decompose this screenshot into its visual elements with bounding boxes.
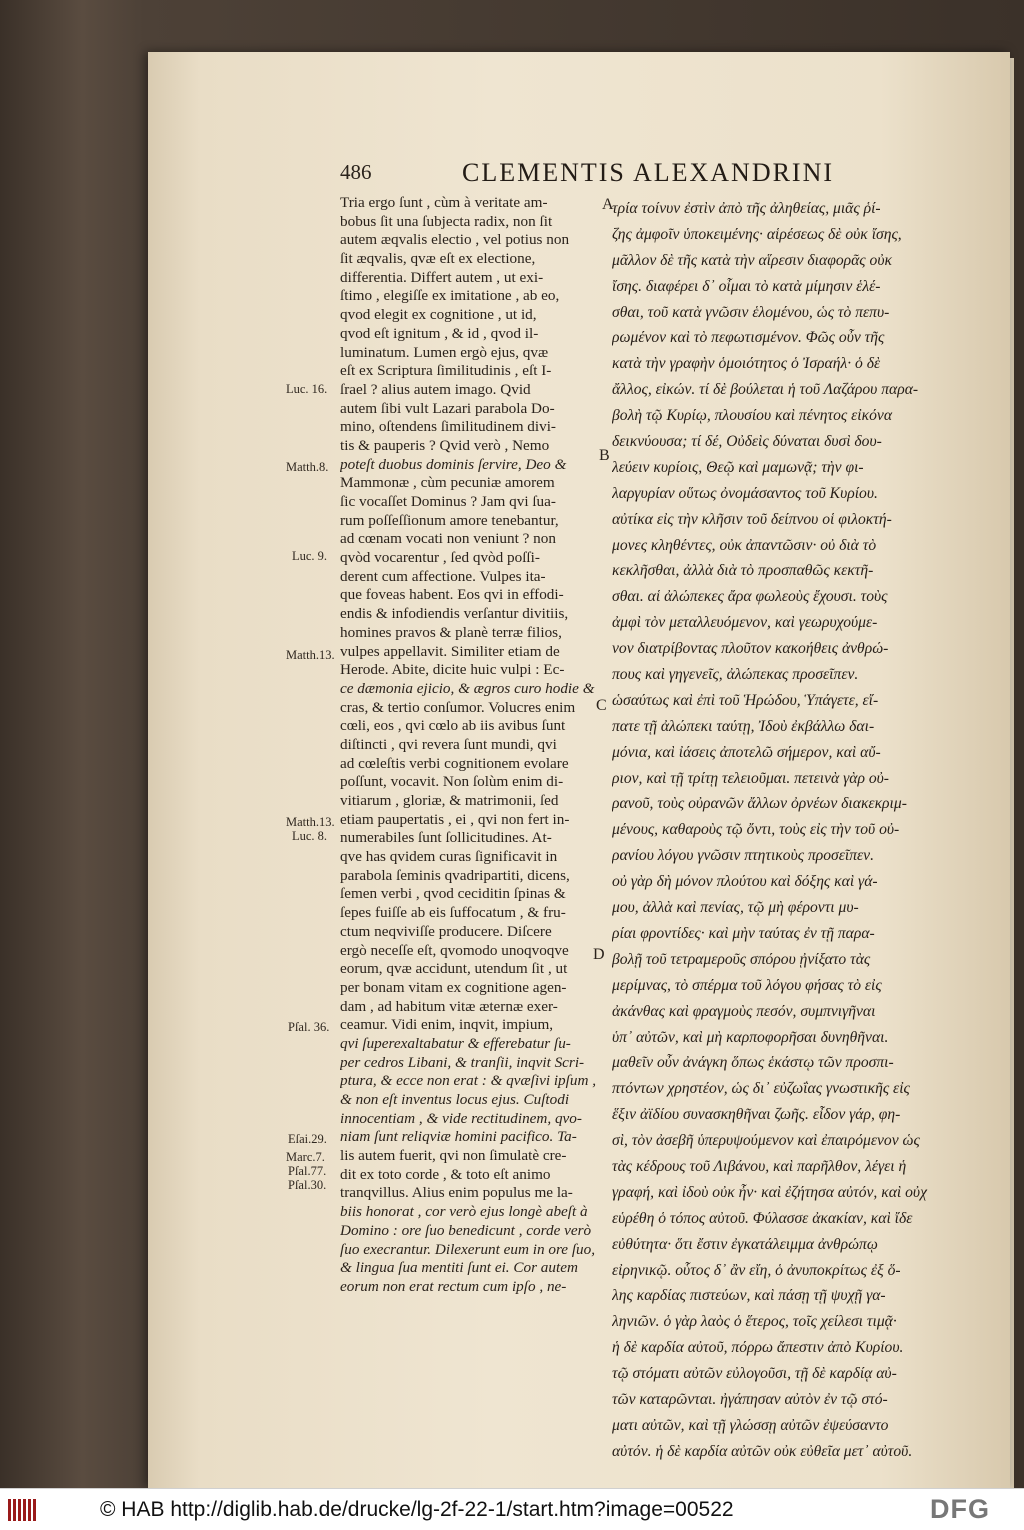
latin-line: endis & infodiendis verſantur divitiis, — [340, 605, 569, 623]
margin-note: Matth.8. — [286, 460, 329, 474]
latin-line: lis autem fuerit, qvi non ſimulatè cre- — [340, 1147, 567, 1165]
library-logo-icon — [8, 1499, 36, 1521]
greek-line: ρανοῦ, τοὺς οὐρανῶν ἄλλων ὀρνέων διακεκριμ- — [612, 795, 907, 813]
latin-line: ce dæmonia ejicio, & ægros curo hodie & — [340, 679, 595, 697]
latin-line: niam ſunt reliqviæ homini pacifico. Ta- — [340, 1128, 577, 1146]
greek-line: μονες κληθέντες, οὐκ ἀπαντῶσιν· οὐ διὰ τὸ — [612, 536, 877, 554]
latin-line: vitiarum , gloriæ, & matrimonii, ſed — [340, 792, 559, 809]
greek-line: ὑπ᾽ αὐτῶν, καὶ μὴ καρποφορῆσαι δυνηθῆναι. — [612, 1028, 889, 1046]
latin-line: ſepes fuiſſe ab eis ſuffocatum , & fru- — [340, 904, 566, 922]
latin-line: ad cœnam vocati non veniunt ? non — [340, 530, 556, 548]
latin-line: Mammonæ , cùm pecuniæ amorem — [340, 474, 555, 492]
latin-line: Tria ergo ſunt , cùm à veritate am- — [340, 194, 548, 211]
running-title: CLEMENTIS ALEXANDRINI — [462, 158, 835, 187]
greek-line: λαργυρίαν οὕτως ὀνομάσαντος τοῦ Κυρίου. — [612, 484, 878, 502]
latin-line: eorum non erat rectum cum ipſo , ne- — [340, 1277, 567, 1295]
latin-line: qvi ſuperexaltabatur & efferebatur ſu- — [340, 1034, 571, 1052]
section-letter: A — [602, 196, 614, 213]
latin-line: & non eſt inventus locus ejus. Cuſtodi — [340, 1091, 570, 1108]
latin-line: qvòd vocarentur , ſed qvòd poſſi- — [340, 549, 540, 567]
greek-line: ριον, καὶ τῇ τρίτῃ τελειοῦμαι. πετεινὰ γὰρ οὐ- — [612, 769, 889, 787]
latin-line: & lingua ſua mentiti ſunt ei. Cor autem — [340, 1259, 578, 1277]
latin-line: autem ſibi vult Lazari parabola Do- — [340, 399, 555, 417]
latin-line: rum poſſeſſionum amore tenebantur, — [340, 511, 559, 529]
greek-line: οὐ γὰρ δὴ μόνον πλούτου καὶ δόξης καὶ γά- — [612, 873, 878, 891]
latin-line: eſt ex Scriptura ſimilitudinis , eſt I- — [340, 362, 552, 380]
latin-line: mino, oſtendens ſimilitudinem divi- — [340, 418, 556, 436]
greek-line: μένους, καθαροὺς τῷ ὄντι, τοὺς εἰς τὴν τοῦ οὐ- — [612, 821, 900, 839]
latin-line: cras, & tertio conſumor. Volucres enim — [340, 698, 576, 716]
greek-line: ρανίου λόγου γνῶσιν πτητικοὺς προσεῖπεν. — [612, 847, 874, 865]
greek-line: κεκλῆσθαι, ἀλλὰ διὰ τὸ προσπαθῶς κεκτῆ- — [612, 562, 874, 580]
greek-line: νον διατρίβοντας πλοῦτον κακοήθεις ἀνθρώ- — [612, 640, 889, 658]
greek-line: γραφή, καὶ ἰδοὺ οὐκ ἦν· καὶ ἐζήτησα αὐτόν, καὶ οὐχ — [612, 1183, 927, 1201]
latin-line: per bonam vitam ex cognitione agen- — [340, 978, 567, 996]
latin-line: ceamur. Vidi enim, inqvit, impium, — [340, 1016, 554, 1034]
latin-line: etiam paupertatis , ei , qvi non fert in- — [340, 810, 570, 828]
greek-line: μόνια, καὶ ἰάσεις ἀποτελῶ σήμερον, καὶ αὔ- — [612, 743, 881, 761]
greek-line: αὐτίκα εἰς τὴν κλῆσιν τοῦ δείπνου οἱ φιλοκτή- — [612, 510, 892, 528]
margin-note: Pſal.30. — [288, 1178, 327, 1192]
latin-line: poteſt duobus dominis ſervire, Deo & — [340, 455, 567, 473]
latin-line: eorum, qvæ accidunt, utendum ſit , ut — [340, 960, 568, 978]
greek-line: πους καὶ γηγενεῖς, ἀλώπεκας προσεῖπεν. — [612, 666, 859, 684]
greek-line: εἰρηνικῷ. οὗτος δ᾽ ἂν εἴη, ὁ ἀνυποκρίτως ἐξ ὅ- — [612, 1261, 901, 1279]
viewer-footer — [0, 1488, 1024, 1530]
latin-line: homines pravos & planè terræ filios, — [340, 623, 562, 641]
latin-line: per cedros Libani, & tranſii, inqvit Scri- — [340, 1053, 585, 1071]
latin-line: qvod elegit ex cognitione , ut id, — [340, 306, 537, 324]
greek-line: σθαι. αἱ ἀλώπεκες ἄρα φωλεοὺς ἔχουσι. τοὺς — [612, 588, 888, 606]
greek-line: ἡ δὲ καρδία αὐτοῦ, πόρρω ἄπεστιν ἀπὸ Κυρίου. — [612, 1339, 904, 1357]
latin-line: ſemen verbi , qvod ceciditin ſpinas & — [340, 885, 566, 903]
greek-line: εὑρέθη ὁ τόπος αὐτοῦ. Φύλασσε ἀκακίαν, καὶ ἴδε — [612, 1209, 913, 1227]
greek-line: ἀκάνθας καὶ φραγμοὺς πεσόν, συμπνιγῆναι — [612, 1002, 876, 1020]
margin-note: Luc. 16. — [286, 382, 328, 396]
section-letter: C — [596, 697, 607, 714]
latin-line: ad cœleſtis verbi cognitionem evolare — [340, 754, 569, 772]
greek-line: τρία τοίνυν ἐστὶν ἀπὸ τῆς ἀληθείας, μιᾶς ῥί- — [612, 200, 881, 217]
greek-column — [612, 196, 942, 1465]
greek-line: αὐτόν. ἡ δὲ καρδία αὐτῶν οὐκ εὐθεῖα μετ᾽ αὐτοῦ. — [612, 1442, 913, 1460]
latin-line: luminatum. Lumen ergò ejus, qvæ — [340, 343, 549, 361]
greek-line: κατὰ τὴν γραφὴν ὁμοιότητος ὁ Ἰσραήλ· ὁ δὲ — [612, 355, 881, 373]
greek-line: ἀμφὶ τὸν μεταλλευόμενον, καὶ γεωρυχούμε- — [612, 614, 878, 632]
latin-line: cœli, eos , qvi cœlo ab iis avibus ſunt — [340, 717, 566, 735]
latin-line: ctum neqviviſſe producere. Diſcere — [340, 922, 552, 940]
margin-note: Pſal. 36. — [288, 1020, 330, 1034]
latin-line: ptura, & ecce non erat : & qvæſivi ipſum , — [340, 1072, 597, 1090]
section-letter: D — [593, 946, 605, 963]
latin-line: vulpes appellavit. Similiter etiam de — [340, 642, 560, 660]
margin-note: Luc. 9. — [292, 549, 328, 563]
latin-line: qvod eſt ignitum , & id , qvod il- — [340, 324, 539, 342]
latin-line: ſrael ? alius autem imago. Qvid — [340, 380, 531, 398]
greek-line: ρίαι φροντίδες· καὶ μὴν ταύτας ἐν τῇ παρα- — [612, 924, 875, 942]
greek-line: λης καρδίας πιστεύων, καὶ πάσῃ τῇ ψυχῇ γα- — [612, 1287, 886, 1305]
greek-line: μου, ἀλλὰ καὶ πενίας, τῷ μὴ φέροντι μυ- — [612, 899, 859, 917]
latin-line: ſit æqvalis, qvæ eſt ex electione, — [340, 250, 536, 268]
latin-line: tranqvillus. Alius enim populus me la- — [340, 1184, 573, 1202]
margin-note: Eſai.29. — [288, 1132, 327, 1146]
latin-line: autem æqvalis electio , vel potius non — [340, 231, 570, 249]
dfg-logo: DFG — [930, 1494, 990, 1524]
greek-line: πτόντων χρηστέον, ὡς δι᾽ εὐζωΐας γνωστικῆς εἰς — [612, 1080, 910, 1098]
margin-note: Marc.7. — [286, 1150, 325, 1164]
greek-line: ρωμένον καὶ τὸ πεφωτισμένον. Φῶς οὖν τῆς — [612, 329, 885, 347]
latin-line: poſſunt, vocavit. Non ſolùm enim di- — [340, 773, 564, 791]
page-number: 486 — [340, 160, 372, 184]
margin-note: Pſal.77. — [288, 1164, 327, 1178]
latin-line: dam , ad habitum vitæ æternæ exer- — [340, 997, 558, 1015]
latin-column — [340, 194, 602, 1297]
greek-line: ζης ἀμφοῖν ὑποκειμένης· αἱρέσεως δὲ οὐκ ἴσης, — [612, 225, 902, 243]
margin-note: Luc. 8. — [292, 829, 328, 843]
latin-line: bobus ſit una ſubjecta radix, non ſit — [340, 212, 553, 230]
latin-line: parabola ſeminis qvadripartiti, dicens, — [340, 866, 570, 884]
section-letter: B — [599, 447, 610, 464]
greek-line: πατε τῇ ἀλώπεκι ταύτῃ, Ἰδοὺ ἐκβάλλω δαι- — [612, 717, 875, 735]
copyright-url[interactable]: © HAB http://diglib.hab.de/drucke/lg-2f-22-1/start.htm?image=00522 — [100, 1498, 734, 1521]
margin-note: Matth.13. — [286, 648, 335, 662]
greek-line: δεικνύουσα; τί δέ, Οὐδεὶς δύναται δυσὶ δου- — [612, 433, 882, 451]
greek-line: τῷ στόματι αὐτῶν εὐλογοῦσι, τῇ δὲ καρδίᾳ αὐ- — [612, 1365, 897, 1383]
greek-line: σὶ, τὸν ἀσεβῆ ὑπερυψούμενον καὶ ἐπαιρόμενον ὡς — [612, 1132, 920, 1150]
greek-line: ἴσης. διαφέρει δ᾽ οἶμαι τὸ κατὰ μίμησιν ἑλέ- — [612, 277, 881, 295]
latin-line: tis & pauperis ? Qvid verò , Nemo — [340, 436, 550, 454]
greek-line: ματι αὐτῶν, καὶ τῇ γλώσσῃ αὐτῶν ἐψεύσαντο — [612, 1416, 889, 1434]
latin-line: innocentiam , & vide rectitudinem, qvo- — [340, 1109, 582, 1127]
latin-line: ſtimo , elegiſſe ex imitatione , ab eo, — [340, 287, 560, 305]
latin-line: Herode. Abite, dicite huic vulpi : Ec- — [340, 661, 565, 679]
greek-line: τὰς κέδρους τοῦ Λιβάνου, καὶ παρῆλθον, λέγει ἡ — [612, 1157, 907, 1175]
greek-line: βολῇ τοῦ τετραμεροῦς σπόρου ᾐνίξατο τὰς — [612, 950, 871, 968]
latin-line: differentia. Differt autem , ut exi- — [340, 268, 544, 286]
latin-line: qve has qvidem curas ſignificavit in — [340, 848, 558, 866]
greek-line: βολὴ τῷ Κυρίῳ, πλουσίου καὶ πένητος εἰκόνα — [612, 407, 893, 425]
greek-line: τῶν καταρῶνται. ἠγάπησαν αὐτὸν ἐν τῷ στό- — [612, 1390, 888, 1408]
greek-line: μᾶλλον δὲ τῆς κατὰ τὴν αἵρεσιν διαφορᾶς οὐκ — [612, 251, 892, 269]
greek-line: μαθεῖν οὖν ἀνάγκη ὅπως ἑκάστῳ τῶν προσπι- — [612, 1054, 894, 1072]
latin-line: Domino : ore ſuo benedicunt , corde verò — [340, 1221, 592, 1239]
greek-line: λεύειν κυρίοις, Θεῷ καὶ μαμωνᾷ; τὴν φι- — [612, 458, 864, 476]
latin-line: numerabiles ſunt ſollicitudines. At- — [340, 829, 552, 847]
greek-line: ἄλλος, εἰκών. τί δὲ βούλεται ἡ τοῦ Λαζάρου παρα- — [612, 381, 919, 399]
greek-line: ἕξιν ἀϊδίου συνασκηθῆναι ζωῆς. εἶδον γάρ, φη- — [612, 1106, 901, 1124]
latin-line: que foveas habent. Eos qvi in effodi- — [340, 586, 564, 604]
latin-line: ergò neceſſe eſt, qvomodo unoqvoqve — [340, 941, 569, 959]
greek-line: ληνιῶν. ὁ γὰρ λαὸς ὁ ἕτερος, τοῖς χείλεσι τιμᾷ· — [612, 1313, 897, 1331]
latin-line: ſuo execrantur. Dilexerunt eum in ore ſuo, — [340, 1240, 596, 1258]
latin-line: derent cum affectione. Vulpes ita- — [340, 567, 546, 585]
latin-line: diſtincti , qvi revera ſunt mundi, qvi — [340, 735, 557, 753]
latin-line: dit ex toto corde , & toto eſt animo — [340, 1165, 551, 1183]
latin-line: biis honorat , cor verò ejus longè abeſt à — [340, 1203, 588, 1221]
latin-line: ſic vocaſſet Dominus ? Jam qvi ſua- — [340, 493, 556, 510]
greek-line: μερίμνας, τὸ σπέρμα τοῦ λόγου φήσας τὸ εἰς — [612, 976, 882, 994]
greek-line: εὐθύτητα· ὅτι ἔστιν ἐγκατάλειμμα ἀνθρώπῳ — [612, 1235, 878, 1253]
greek-line: σθαι, τοῦ κατὰ γνῶσιν ἑλομένου, ὡς τὸ πεπυ- — [612, 303, 890, 321]
margin-note: Matth.13. — [286, 815, 335, 829]
greek-line: ὡσαύτως καὶ ἐπὶ τοῦ Ἡρώδου, Ὑπάγετε, εἴ- — [612, 691, 879, 709]
